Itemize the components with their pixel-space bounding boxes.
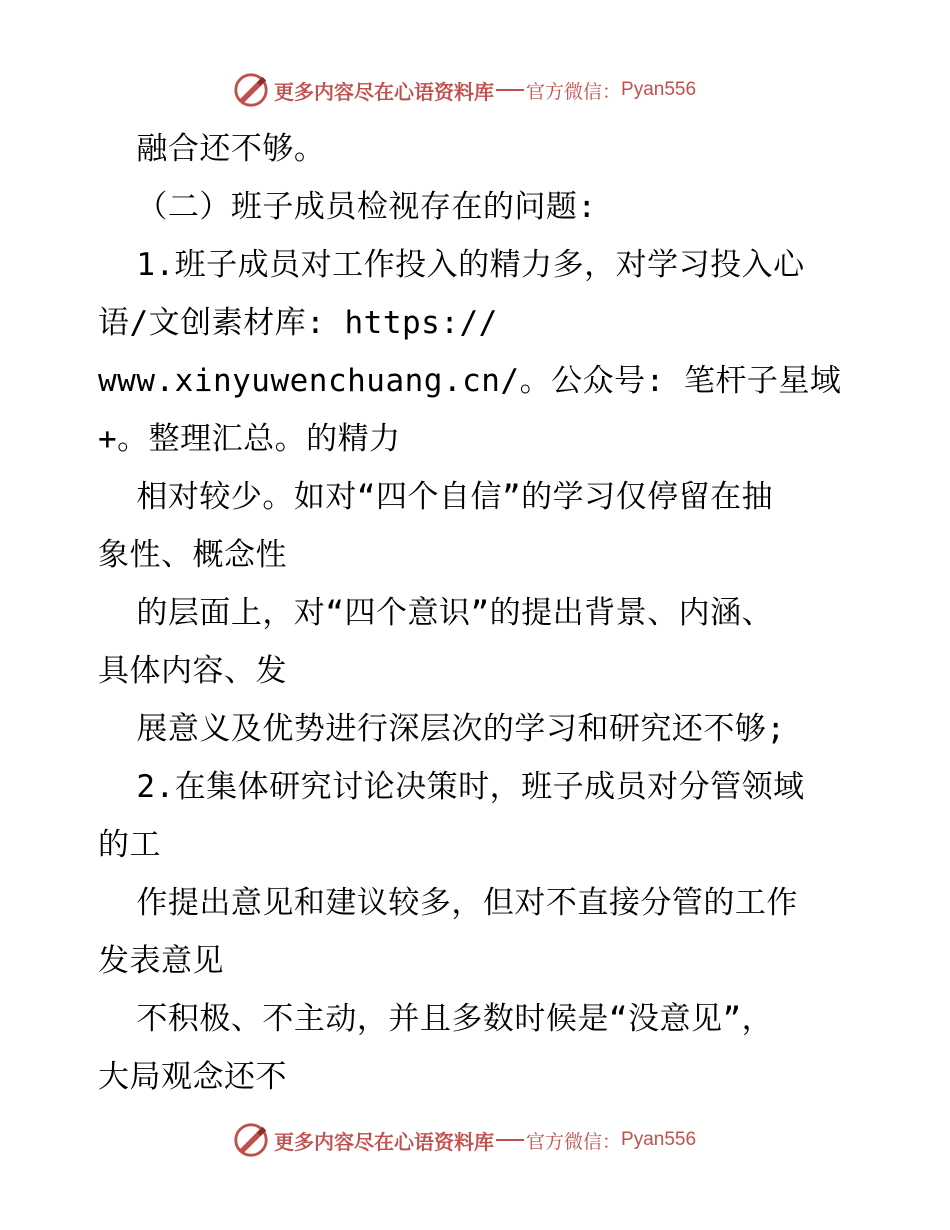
body-line: （二）班子成员检视存在的问题: [98,189,597,225]
body-line: 具体内容、发 [98,653,287,689]
body-line: 的层面上，对“四个意识”的提出背景、内涵、 [98,595,774,631]
body-line: 1.班子成员对工作投入的精力多，对学习投入心 [98,247,805,283]
body-line: 象性、概念性 [98,537,287,573]
body-line: 的工 [98,827,161,863]
watermark-main-text: 更多内容尽在心语资料库 [274,79,494,104]
watermark-dash [496,89,524,91]
body-line: 相对较少。如对“四个自信”的学习仅停留在抽 [98,479,774,515]
body-line: 发表意见 [98,943,224,979]
footer-watermark [232,1120,696,1160]
document-body [98,120,858,1106]
body-line: 融合还不够。 [98,131,326,167]
pen-logo-icon [232,1121,270,1159]
body-line: 大局观念还不 [98,1059,287,1095]
body-line: +。整理汇总。的精力 [98,421,401,457]
watermark-dash [496,1139,524,1141]
body-line: 语/文创素材库: https:// [98,305,498,341]
body-line: www.xinyuwenchuang.cn/。公众号: 笔杆子星域 [98,363,842,399]
body-line: 展意义及优势进行深层次的学习和研究还不够; [98,711,786,747]
body-line: 2.在集体研究讨论决策时，班子成员对分管领域 [98,769,805,805]
watermark-sub-text: 官方微信： [526,80,622,103]
watermark-main-text: 更多内容尽在心语资料库 [274,1129,494,1154]
header-watermark [232,70,696,110]
pen-logo-icon [232,71,270,109]
watermark-wechat-id: Pyan556 [621,79,697,100]
watermark-wechat-id: Pyan556 [621,1129,697,1150]
body-line: 不积极、不主动，并且多数时候是“没意见”， [98,1001,774,1037]
watermark-sub-text: 官方微信： [526,1130,622,1153]
body-line: 作提出意见和建议较多，但对不直接分管的工作 [98,885,798,921]
